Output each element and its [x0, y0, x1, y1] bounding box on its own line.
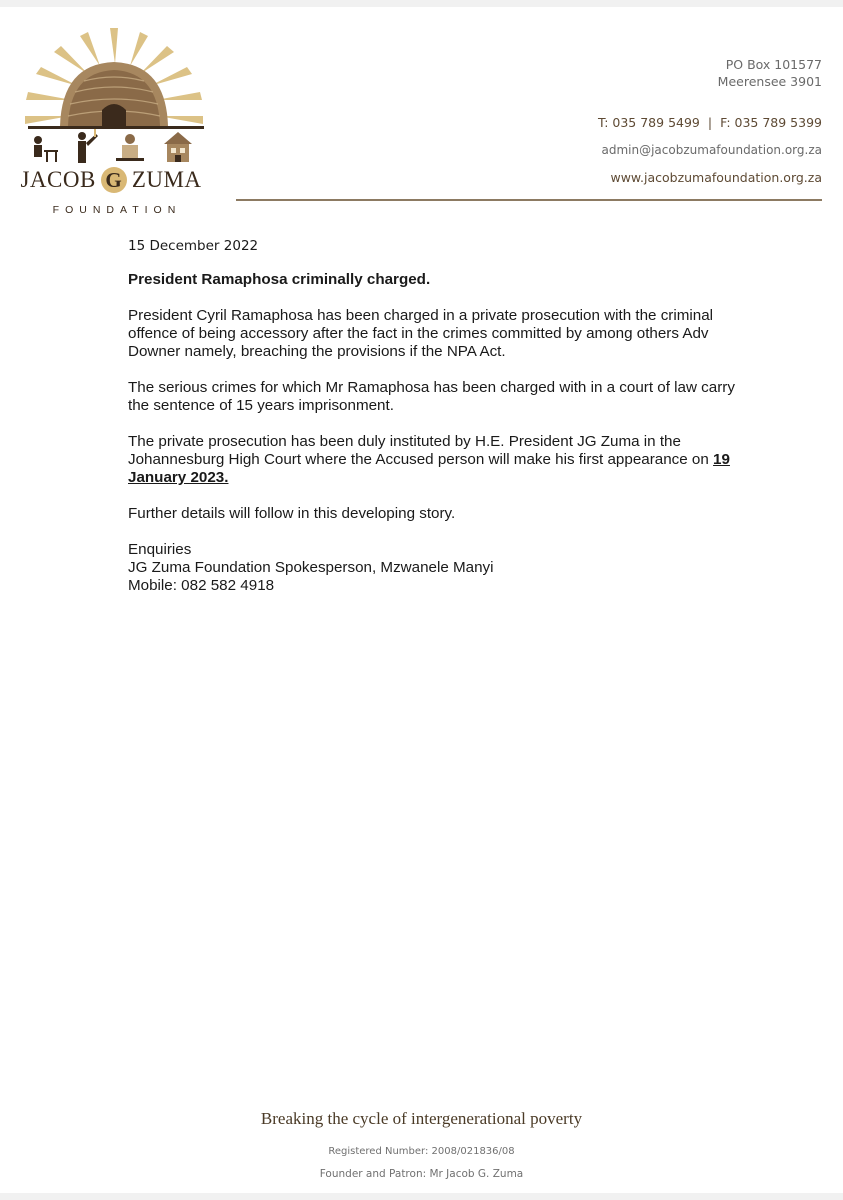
- city: Meerensee 3901: [717, 74, 822, 89]
- enquiries-mobile: Mobile: 082 582 4918: [128, 577, 275, 594]
- foundation-logo: [18, 26, 218, 221]
- header-divider: [236, 199, 822, 201]
- po-box: PO Box 101577: [725, 57, 822, 72]
- logo-name-left: JACOB: [20, 167, 96, 192]
- letter-page: [0, 7, 843, 1193]
- logo-wordmark: [18, 167, 204, 193]
- phone-line: [598, 114, 822, 131]
- contact-block: [598, 56, 822, 186]
- paragraph-2: The serious crimes for which Mr Ramaphosa has been charged with in a court of law carry the sentence of 15 years imprisonment.: [128, 379, 735, 414]
- letter-headline: President Ramaphosa criminally charged.: [128, 271, 431, 288]
- paragraph-1: President Cyril Ramaphosa has been charged in a private prosecution with the criminal offence of being accessory after the fact in the crimes committed by among others Adv Downer namely, breaching the provisions if the NPA Act.: [128, 307, 714, 360]
- letter-body: [128, 237, 738, 595]
- logo-g-badge: G: [101, 167, 127, 193]
- telephone: T: 035 789 5499: [597, 115, 700, 130]
- email-link[interactable]: admin@jacobzumafoundation.org.za: [601, 143, 822, 157]
- letter-date: 15 December 2022: [128, 238, 259, 254]
- footer-tagline: Breaking the cycle of intergenerational poverty: [260, 1109, 583, 1128]
- phone-separator: |: [707, 115, 713, 130]
- logo-foundation-label: FOUNDATION: [52, 204, 182, 216]
- enquiries-label: Enquiries: [128, 541, 192, 558]
- postal-address: [598, 56, 822, 90]
- fax: F: 035 789 5399: [720, 115, 822, 130]
- enquiries-contact: JG Zuma Foundation Spokesperson, Mzwanele Manyi: [128, 559, 494, 576]
- paragraph-3-text: The private prosecution has been duly instituted by H.E. President JG Zuma in the Johannesburg High Court where the Accused person will make his first appearance on: [128, 433, 714, 468]
- registration-number: Registered Number: 2008/021836/08: [328, 1146, 515, 1157]
- logo-name-right: ZUMA: [131, 167, 202, 192]
- website-link[interactable]: www.jacobzumafoundation.org.za: [610, 170, 822, 185]
- paragraph-3: [128, 433, 738, 487]
- sun-hut-logo-icon: [18, 26, 218, 166]
- appearance-date: 19 January 2023.: [128, 451, 730, 486]
- enquiries-block: [128, 541, 738, 595]
- paragraph-4: Further details will follow in this developing story.: [128, 505, 456, 522]
- founder-line: Founder and Patron: Mr Jacob G. Zuma: [319, 1168, 524, 1180]
